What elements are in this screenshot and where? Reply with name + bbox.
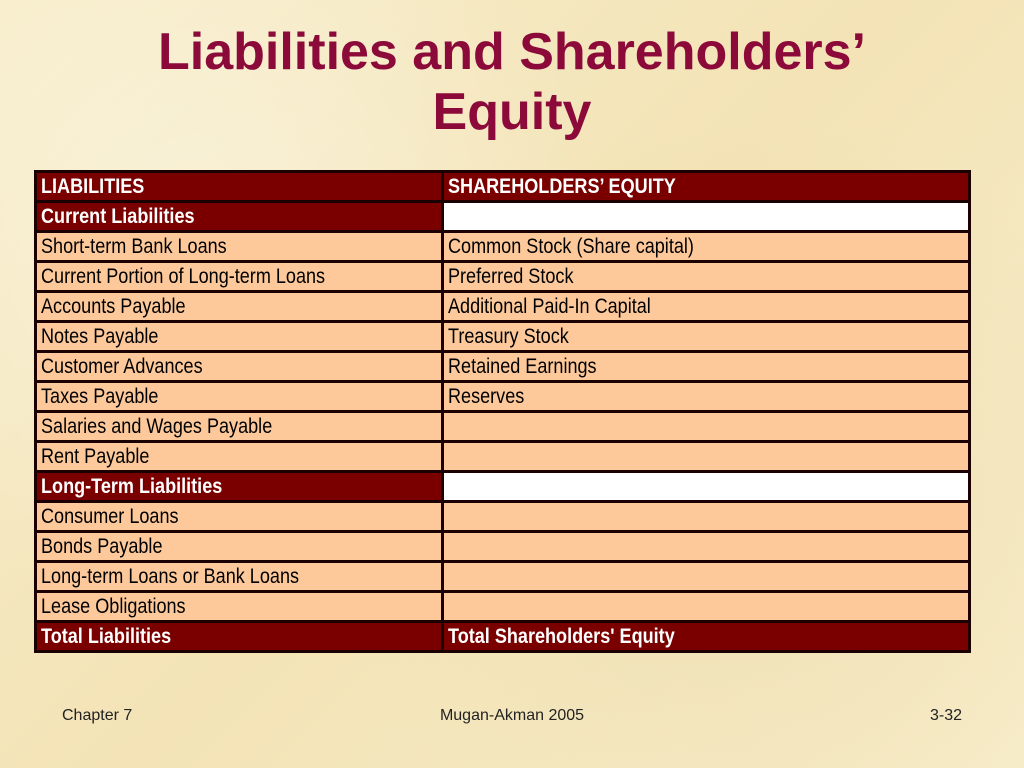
equity-cell [443,502,970,532]
liability-cell: Lease Obligations [36,592,443,622]
equity-cell [443,532,970,562]
liability-cell: Bonds Payable [36,532,443,562]
liability-cell: Accounts Payable [36,292,443,322]
equity-cell [443,412,970,442]
liability-cell: Notes Payable [36,322,443,352]
liability-cell: Customer Advances [36,352,443,382]
total-liabilities: Total Liabilities [36,622,443,652]
section-row-longterm [36,472,970,502]
blank-cell [443,472,970,502]
table-row [36,442,970,472]
table-row [36,292,970,322]
table-row [36,262,970,292]
equity-cell: Additional Paid-In Capital [443,292,970,322]
table-row [36,352,970,382]
table-row [36,562,970,592]
equity-cell: Common Stock (Share capital) [443,232,970,262]
equity-cell [443,592,970,622]
table-row [36,322,970,352]
balance-sheet-table [34,170,971,653]
section-row-current [36,202,970,232]
liability-cell: Short-term Bank Loans [36,232,443,262]
table-row [36,532,970,562]
liability-cell: Long-term Loans or Bank Loans [36,562,443,592]
total-shareholders-equity: Total Shareholders' Equity [443,622,970,652]
table-row [36,502,970,532]
totals-row [36,622,970,652]
table-header-row [36,172,970,202]
liability-cell: Rent Payable [36,442,443,472]
footer-author: Mugan-Akman 2005 [439,707,585,724]
long-term-liabilities-heading: Long-Term Liabilities [36,472,443,502]
equity-cell: Reserves [443,382,970,412]
equity-cell: Retained Earnings [443,352,970,382]
slide-title-line1: Liabilities and Shareholders’ [158,23,866,81]
liability-cell: Current Portion of Long-term Loans [36,262,443,292]
current-liabilities-heading: Current Liabilities [36,202,443,232]
table-row [36,592,970,622]
liability-cell: Consumer Loans [36,502,443,532]
header-liabilities: LIABILITIES [36,172,443,202]
liability-cell: Salaries and Wages Payable [36,412,443,442]
table-row [36,382,970,412]
liability-cell: Taxes Payable [36,382,443,412]
equity-cell: Treasury Stock [443,322,970,352]
slide-title-line2: Equity [432,83,592,141]
header-shareholders-equity: SHAREHOLDERS’ EQUITY [443,172,970,202]
table-row [36,412,970,442]
equity-cell [443,442,970,472]
slide-title [0,22,1024,142]
footer-chapter: Chapter 7 [62,707,133,724]
equity-cell: Preferred Stock [443,262,970,292]
blank-cell [443,202,970,232]
equity-cell [443,562,970,592]
footer-slide-number: 3-32 [929,707,962,724]
table-row [36,232,970,262]
